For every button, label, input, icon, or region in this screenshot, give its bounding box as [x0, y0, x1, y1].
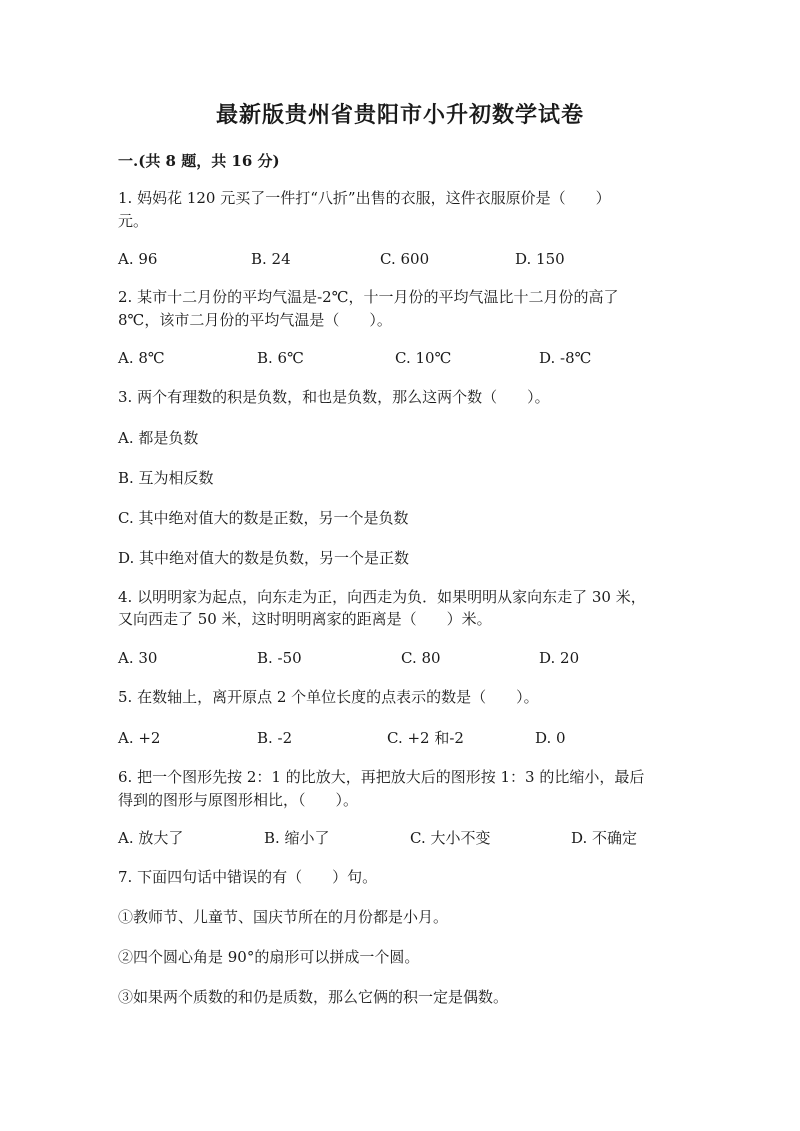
question-4-option-d: D. 20	[539, 649, 580, 667]
question-4-option-b: B. -50	[257, 649, 302, 667]
question-2-option-a: A. 8℃	[118, 349, 165, 367]
question-6-option-a: A. 放大了	[118, 829, 184, 847]
question-3-option-c: C. 其中绝对值大的数是正数，另一个是负数	[118, 509, 409, 527]
question-5-option-d: D. 0	[535, 729, 566, 747]
question-5-line-1: 5. 在数轴上，离开原点 2 个单位长度的点表示的数是（ ）。	[118, 688, 539, 706]
question-1-line-2: 元。	[118, 212, 149, 230]
question-7-item-1: ①教师节、儿童节、国庆节所在的月份都是小月。	[118, 908, 449, 926]
question-4-option-c: C. 80	[401, 649, 441, 667]
question-2-line-1: 2. 某市十二月份的平均气温是-2℃，十一月份的平均气温比十二月份的高了	[118, 288, 619, 306]
question-3-option-b: B. 互为相反数	[118, 469, 214, 487]
question-6-option-c: C. 大小不变	[410, 829, 491, 847]
question-1-line-1: 1. 妈妈花 120 元买了一件打“八折”出售的衣服，这件衣服原价是（ ）	[118, 189, 611, 207]
question-2-option-c: C. 10℃	[395, 349, 452, 367]
question-6-line-2: 得到的图形与原图形相比，（ ）。	[118, 791, 359, 809]
question-3-option-d: D. 其中绝对值大的数是负数，另一个是正数	[118, 549, 410, 567]
question-2-option-d: D. -8℃	[539, 349, 592, 367]
question-4-line-2: 又向西走了 50 米，这时明明离家的距离是（ ）米。	[118, 610, 492, 628]
question-1-option-d: D. 150	[515, 250, 565, 268]
page-title: 最新版贵州省贵阳市小升初数学试卷	[215, 102, 584, 128]
question-2-line-2: 8℃，该市二月份的平均气温是（ ）。	[118, 311, 392, 329]
question-6-option-b: B. 缩小了	[264, 829, 330, 847]
question-6-line-1: 6. 把一个图形先按 2：1 的比放大，再把放大后的图形按 1：3 的比缩小，最后	[118, 768, 645, 786]
question-7-item-3: ③如果两个质数的和仍是质数，那么它俩的积一定是偶数。	[118, 988, 509, 1006]
question-3-option-a: A. 都是负数	[118, 429, 199, 447]
question-5-option-c: C. +2 和-2	[387, 729, 464, 747]
question-5-option-a: A. +2	[118, 729, 161, 747]
question-1-option-a: A. 96	[118, 250, 158, 268]
question-4-option-a: A. 30	[118, 649, 158, 667]
question-4-line-1: 4. 以明明家为起点，向东走为正，向西走为负．如果明明从家向东走了 30 米，	[118, 588, 646, 606]
section-heading: 一.(共 8 题，共 16 分)	[118, 152, 280, 170]
question-6-option-d: D. 不确定	[571, 829, 638, 847]
question-2-option-b: B. 6℃	[257, 349, 304, 367]
question-7-line-1: 7. 下面四句话中错误的有（ ）句。	[118, 868, 378, 886]
question-5-option-b: B. -2	[257, 729, 293, 747]
question-1-option-c: C. 600	[380, 250, 430, 268]
question-1-option-b: B. 24	[251, 250, 291, 268]
question-3-line-1: 3. 两个有理数的积是负数，和也是负数，那么这两个数（ ）。	[118, 388, 550, 406]
question-7-item-2: ②四个圆心角是 90°的扇形可以拼成一个圆。	[118, 948, 420, 966]
